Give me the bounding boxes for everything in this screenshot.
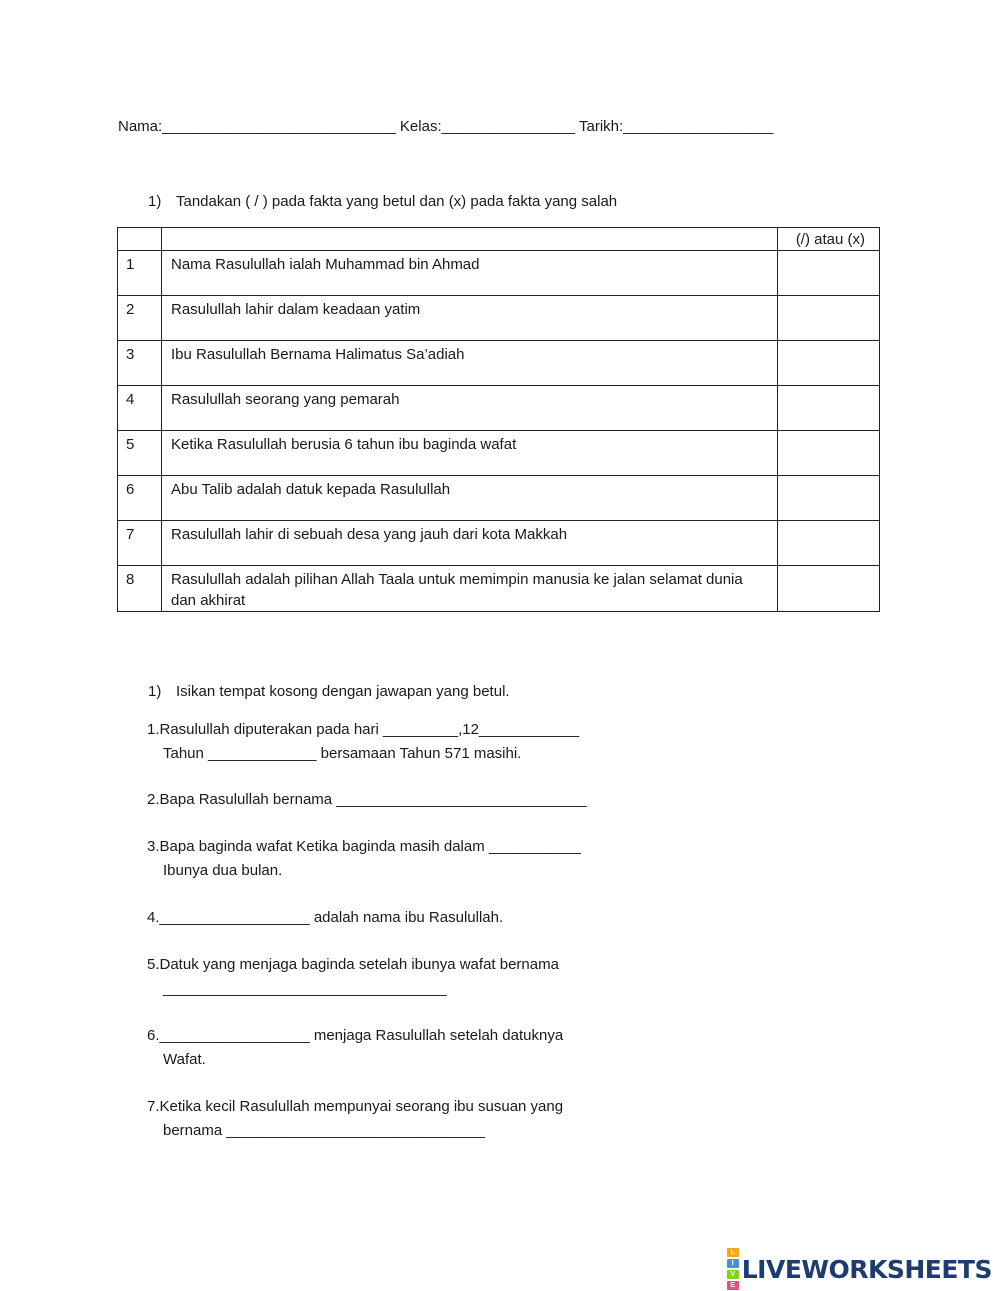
row-number: 5 xyxy=(118,431,162,476)
row-number: 7 xyxy=(118,521,162,566)
table-row xyxy=(118,431,880,476)
logo-mark-square: V xyxy=(727,1270,739,1279)
row-fact: Rasulullah lahir di sebuah desa yang jauh dari kota Makkah xyxy=(162,521,778,566)
fill-item-line2: bernama _______________________________ xyxy=(163,1122,485,1139)
facts-table xyxy=(117,227,880,612)
fill-item-line2: Wafat. xyxy=(163,1051,206,1068)
table-row xyxy=(118,566,880,612)
table-row xyxy=(118,341,880,386)
row-fact: Rasulullah seorang yang pemarah xyxy=(162,386,778,431)
fill-item-5[interactable] xyxy=(147,953,559,1001)
logo-mark-square: I xyxy=(727,1259,739,1268)
section1-instruction: Tandakan ( / ) pada fakta yang betul dan (x) pada fakta yang salah xyxy=(176,193,618,210)
fill-item-2[interactable] xyxy=(147,788,587,812)
fill-item-line2: Tahun _____________ bersamaan Tahun 571 masihi. xyxy=(163,745,522,762)
row-fact: Ibu Rasulullah Bernama Halimatus Sa’adiah xyxy=(162,341,778,386)
fill-item-line1: 3.Bapa baginda wafat Ketika baginda masih dalam ___________ xyxy=(147,838,581,855)
fill-item-line2: Ibunya dua bulan. xyxy=(163,862,283,879)
fill-item-6[interactable] xyxy=(147,1024,563,1072)
row-fact: Abu Talib adalah datuk kepada Rasulullah xyxy=(162,476,778,521)
fill-item-line1: 1.Rasulullah diputerakan pada hari _________,12____________ xyxy=(147,721,580,738)
section2-instruction: Isikan tempat kosong dengan jawapan yang betul. xyxy=(176,683,510,700)
section2-heading xyxy=(148,683,510,700)
answer-cell[interactable] xyxy=(778,431,880,476)
fill-item-line1: 5.Datuk yang menjaga baginda setelah ibunya wafat bernama xyxy=(147,956,559,973)
logo-mark-square: L xyxy=(727,1248,739,1257)
fill-item-line2: __________________________________ xyxy=(163,980,447,997)
fill-item-3[interactable] xyxy=(147,835,581,883)
row-fact: Rasulullah adalah pilihan Allah Taala untuk memimpin manusia ke jalan selamat dunia dan akhirat xyxy=(162,566,778,612)
table-row xyxy=(118,296,880,341)
section1-heading xyxy=(148,193,617,210)
fill-item-4[interactable] xyxy=(147,906,503,930)
fill-item-line1: 6.__________________ menjaga Rasulullah setelah datuknya xyxy=(147,1027,564,1044)
answer-cell[interactable] xyxy=(778,341,880,386)
answer-cell[interactable] xyxy=(778,386,880,431)
logo-mark-icon xyxy=(727,1247,739,1291)
row-number: 3 xyxy=(118,341,162,386)
row-number: 1 xyxy=(118,251,162,296)
header-fields: Nama:____________________________ Kelas:________________ Tarikh:__________________ xyxy=(118,118,774,135)
header-cell-number xyxy=(118,228,162,251)
row-fact: Nama Rasulullah ialah Muhammad bin Ahmad xyxy=(162,251,778,296)
table-row xyxy=(118,251,880,296)
table-header-row xyxy=(118,228,880,251)
liveworksheets-logo xyxy=(727,1249,992,1289)
row-fact: Rasulullah lahir dalam keadaan yatim xyxy=(162,296,778,341)
table-row xyxy=(118,386,880,431)
fill-item-line1: 2.Bapa Rasulullah bernama ______________________________ xyxy=(147,791,587,808)
answer-cell[interactable] xyxy=(778,251,880,296)
answer-cell[interactable] xyxy=(778,296,880,341)
row-fact: Ketika Rasulullah berusia 6 tahun ibu baginda wafat xyxy=(162,431,778,476)
answer-cell[interactable] xyxy=(778,566,880,612)
row-number: 2 xyxy=(118,296,162,341)
fill-item-7[interactable] xyxy=(147,1095,563,1143)
fill-item-line1: 4.__________________ adalah nama ibu Rasulullah. xyxy=(147,909,504,926)
table-row xyxy=(118,476,880,521)
logo-text: LIVEWORKSHEETS xyxy=(741,1254,992,1284)
row-number: 4 xyxy=(118,386,162,431)
table-row xyxy=(118,521,880,566)
row-number: 8 xyxy=(118,566,162,612)
row-number: 6 xyxy=(118,476,162,521)
answer-cell[interactable] xyxy=(778,521,880,566)
header-cell-answer: (/) atau (x) xyxy=(778,228,880,251)
header-cell-fact xyxy=(162,228,778,251)
logo-mark-square: E xyxy=(727,1281,739,1290)
fill-item-line1: 7.Ketika kecil Rasulullah mempunyai seorang ibu susuan yang xyxy=(147,1098,564,1115)
section2-number: 1) xyxy=(148,683,162,700)
section1-number: 1) xyxy=(148,193,162,210)
fill-item-1[interactable] xyxy=(147,718,579,766)
answer-cell[interactable] xyxy=(778,476,880,521)
